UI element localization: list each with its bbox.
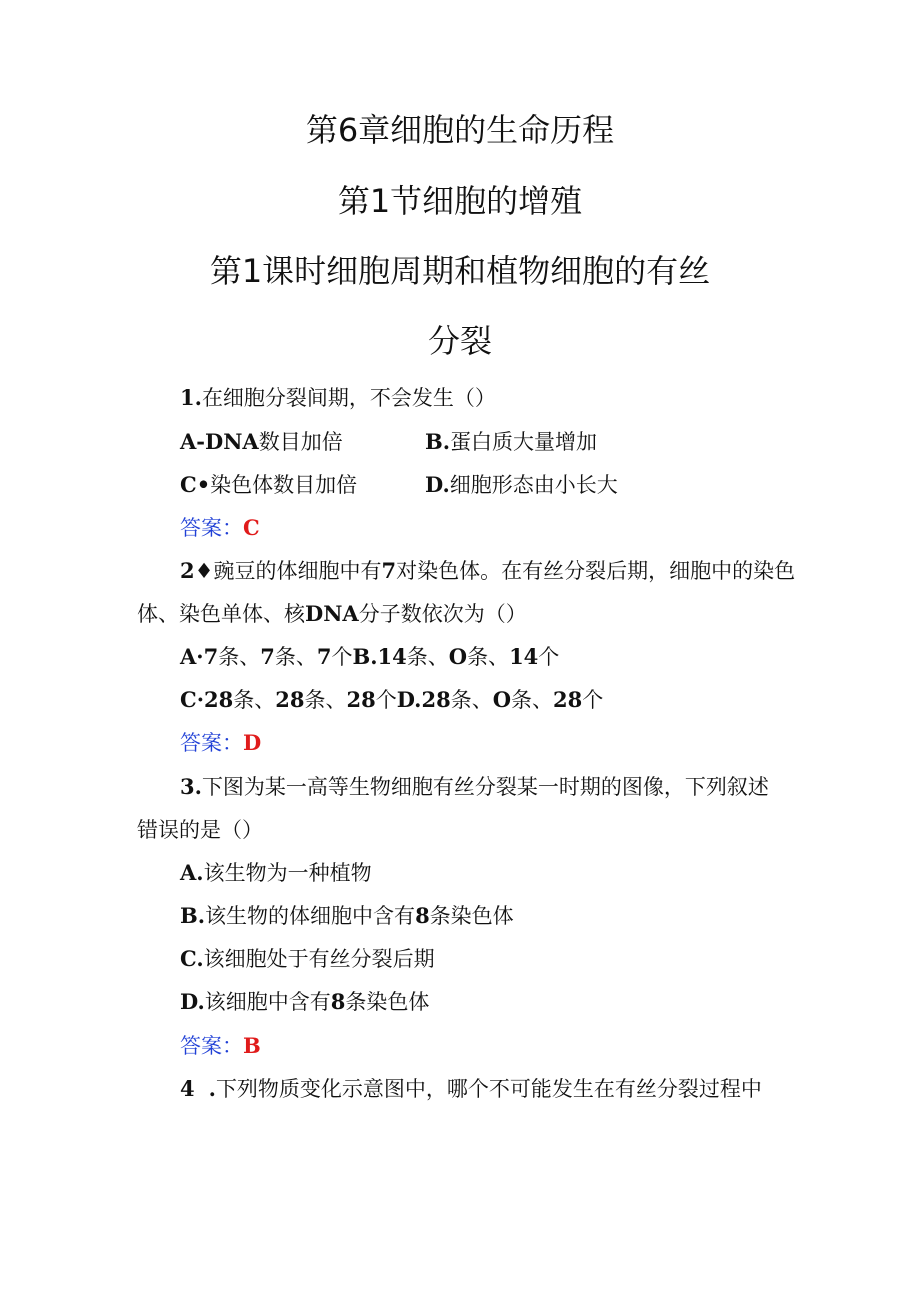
q2-option-run: 条、 bbox=[274, 645, 317, 669]
q2-option-run: A·7 bbox=[180, 644, 219, 669]
q1-option-a bbox=[180, 428, 343, 456]
q2-answer-label: 答案： bbox=[180, 731, 243, 755]
q2-options-cd bbox=[180, 686, 603, 714]
q2-number: 2♦ bbox=[180, 558, 214, 583]
q3-option-c bbox=[180, 945, 435, 973]
section-title: 第1节细胞的增殖 bbox=[337, 182, 583, 220]
q2-option-run: 个 bbox=[582, 688, 604, 712]
q2-option-run: 个 bbox=[331, 645, 353, 669]
q3-answer-label: 答案： bbox=[180, 1034, 243, 1058]
q1-option-b-key: B. bbox=[425, 429, 451, 454]
q1-option-a-text: 数目加倍 bbox=[258, 430, 343, 454]
q3-option-d-text: 条染色体 bbox=[345, 990, 430, 1014]
q4-number-dot: . bbox=[208, 1076, 216, 1101]
q3-option-a-key: A. bbox=[180, 860, 204, 885]
q2-answer-value: D bbox=[243, 730, 262, 755]
q2-option-run: 28 bbox=[553, 687, 583, 712]
q3-option-d-key: D. bbox=[180, 989, 205, 1014]
q2-option-run: 条、 bbox=[406, 645, 449, 669]
q2-option-run: 条、 bbox=[233, 688, 276, 712]
q1-answer-value: C bbox=[243, 515, 260, 540]
q2-stem-line1 bbox=[180, 557, 795, 585]
q3-option-b-text: 该生物的体细胞中含有 bbox=[205, 904, 416, 928]
q3-option-d-number: 8 bbox=[330, 989, 346, 1014]
q2-option-run: 条、 bbox=[450, 688, 493, 712]
q1-number: 1. bbox=[180, 385, 202, 410]
q2-option-run: 条、 bbox=[511, 688, 554, 712]
q3-number: 3. bbox=[180, 774, 202, 799]
q1-option-b bbox=[425, 428, 597, 456]
lesson-title-line2: 分裂 bbox=[427, 322, 492, 360]
q4-number: 4 bbox=[180, 1076, 195, 1101]
q3-option-c-key: C. bbox=[180, 946, 204, 971]
q2-option-run: O bbox=[492, 687, 512, 712]
q2-option-run: D.28 bbox=[396, 687, 451, 712]
q2-option-run: 14 bbox=[509, 644, 539, 669]
q2-stem-part: 豌豆的体细胞中有 bbox=[213, 559, 382, 583]
q3-answer bbox=[180, 1032, 261, 1060]
q1-option-d-text: 细胞形态由小长大 bbox=[449, 473, 618, 497]
q1-option-d bbox=[425, 471, 618, 499]
q2-options-ab bbox=[180, 643, 559, 671]
q3-stem-text: 下图为某一高等生物细胞有丝分裂某一时期的图像，下列叙述 bbox=[201, 775, 769, 799]
q2-stem-number: 7 bbox=[381, 558, 397, 583]
q2-stem-part: 对染色体。在有丝分裂后期，细胞中的染色 bbox=[396, 559, 796, 583]
q1-stem-text: 在细胞分裂间期，不会发生（） bbox=[201, 386, 496, 410]
q4-stem bbox=[180, 1075, 762, 1103]
q4-stem-text: 下列物质变化示意图中，哪个不可能发生在有丝分裂过程中 bbox=[215, 1077, 762, 1101]
q3-option-b bbox=[180, 902, 514, 930]
q2-answer bbox=[180, 729, 261, 757]
q1-option-c-text: 染色体数目加倍 bbox=[210, 473, 358, 497]
q1-option-c-key: C• bbox=[180, 472, 211, 497]
q1-option-d-key: D. bbox=[425, 472, 450, 497]
q2-stem-part: 体、染色单体、核 bbox=[137, 602, 305, 626]
q1-option-c bbox=[180, 471, 357, 499]
q2-stem-line2 bbox=[137, 600, 527, 628]
q2-option-run: C·28 bbox=[180, 687, 234, 712]
q2-option-run: 个 bbox=[375, 688, 397, 712]
q2-option-run: O bbox=[448, 644, 468, 669]
q2-option-run: 28 bbox=[346, 687, 376, 712]
q3-option-a-text: 该生物为一种植物 bbox=[203, 861, 372, 885]
q2-option-run: 个 bbox=[538, 645, 560, 669]
q2-option-run: 条、 bbox=[467, 645, 510, 669]
q3-answer-value: B bbox=[243, 1033, 261, 1058]
q2-option-run: 7 bbox=[260, 644, 275, 669]
q1-option-a-key: A-DNA bbox=[180, 429, 259, 454]
q1-option-b-text: 蛋白质大量增加 bbox=[450, 430, 598, 454]
q2-option-run: 条、 bbox=[304, 688, 347, 712]
q3-stem-line2: 错误的是（） bbox=[137, 818, 263, 842]
q3-option-b-number: 8 bbox=[415, 903, 430, 928]
q3-option-d bbox=[180, 988, 429, 1016]
q3-option-a bbox=[180, 859, 372, 887]
q2-stem-dna: DNA bbox=[305, 601, 359, 626]
q1-answer-label: 答案： bbox=[180, 516, 243, 540]
q1-answer bbox=[180, 514, 260, 542]
q2-option-run: 7 bbox=[316, 644, 332, 669]
q2-option-run: 28 bbox=[275, 687, 305, 712]
q2-stem-part: 分子数依次为（） bbox=[358, 602, 527, 626]
q3-stem-line1 bbox=[180, 773, 769, 801]
q1-stem bbox=[180, 384, 496, 412]
chapter-title: 第6章细胞的生命历程 bbox=[305, 111, 615, 149]
q3-option-c-text: 该细胞处于有丝分裂后期 bbox=[203, 947, 435, 971]
q3-option-b-key: B. bbox=[180, 903, 206, 928]
lesson-title-line1: 第1课时细胞周期和植物细胞的有丝 bbox=[209, 252, 711, 290]
q2-option-run: 条、 bbox=[218, 645, 261, 669]
q3-option-b-text: 条染色体 bbox=[429, 904, 514, 928]
q2-option-run: B.14 bbox=[352, 644, 407, 669]
q3-option-d-text: 该细胞中含有 bbox=[204, 990, 331, 1014]
